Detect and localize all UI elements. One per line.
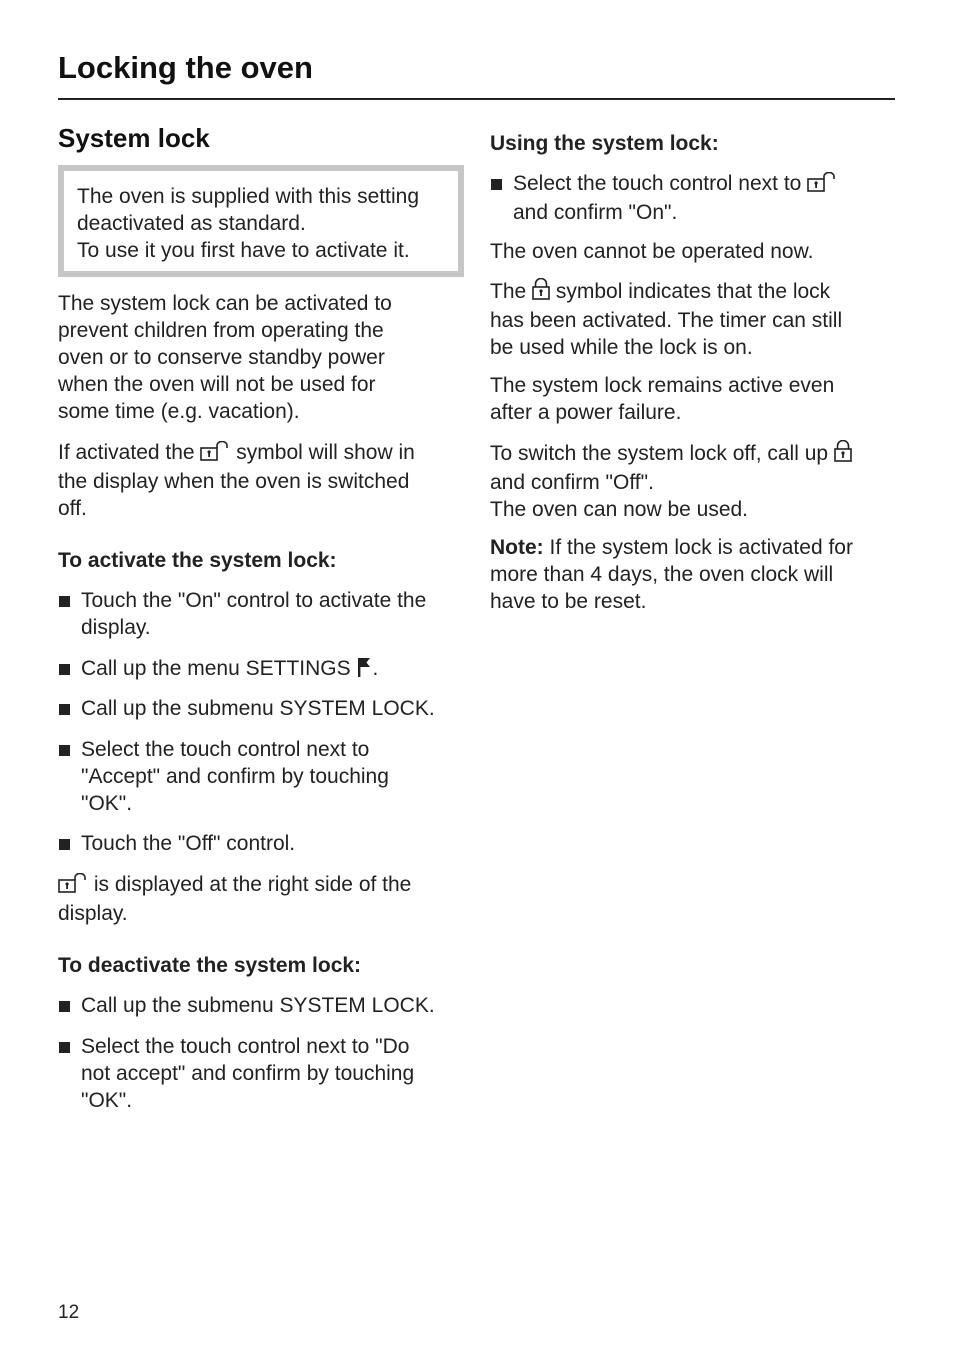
info-line: To use it you first have to activate it. xyxy=(77,239,410,262)
text-span: If activated the xyxy=(58,441,195,464)
text-span: Call up the menu SETTINGS xyxy=(81,657,351,680)
activated-paragraph xyxy=(58,439,468,522)
list-item xyxy=(58,655,468,684)
deactivate-heading: To deactivate the system lock: xyxy=(58,954,362,977)
text-span: The xyxy=(490,280,527,303)
note-paragraph xyxy=(490,534,900,615)
bullet-square xyxy=(59,704,70,715)
list-item xyxy=(58,736,468,817)
text-line: oven or to conserve standby power xyxy=(58,346,385,369)
text-line: off. xyxy=(58,497,87,520)
text-line: Select the touch control next to "Do xyxy=(81,1035,410,1058)
list-item xyxy=(58,587,468,641)
text-line: after a power failure. xyxy=(490,401,682,424)
text-span: If the system lock is activated for xyxy=(549,536,853,559)
text-line: prevent children from operating the xyxy=(58,319,384,342)
text-span: Select the touch control next to xyxy=(513,172,802,195)
padlock-closed-icon xyxy=(532,278,550,307)
text-span: . xyxy=(372,657,379,680)
text-span: is displayed at the right side of the xyxy=(93,873,412,896)
flag-icon xyxy=(356,657,372,684)
bullet-square xyxy=(59,664,70,675)
note-label: Note: xyxy=(490,536,544,559)
activate-heading: To activate the system lock: xyxy=(58,549,337,572)
title-rule xyxy=(58,98,895,100)
using-heading: Using the system lock: xyxy=(490,132,719,155)
list-item xyxy=(58,830,468,857)
bullet-square xyxy=(59,596,70,607)
text-line xyxy=(490,440,900,469)
list-item xyxy=(58,1033,468,1114)
text-line: The system lock remains active even xyxy=(490,374,835,397)
text-line: be used while the lock is on. xyxy=(490,336,753,359)
text-line xyxy=(81,655,468,684)
padlock-open-icon xyxy=(200,441,230,468)
text-line: the display when the oven is switched xyxy=(58,470,410,493)
text-line: some time (e.g. vacation). xyxy=(58,400,300,423)
page-title: Locking the oven xyxy=(58,50,313,85)
text-line: and confirm "Off". xyxy=(490,471,654,494)
text-line: display. xyxy=(81,616,151,639)
bullet-square xyxy=(59,1001,70,1012)
text-line: Call up the submenu SYSTEM LOCK. xyxy=(81,994,435,1017)
text-line: "OK". xyxy=(81,792,133,815)
cannot-paragraph: The oven cannot be operated now. xyxy=(490,240,814,263)
text-line: display. xyxy=(58,902,128,925)
text-line: when the oven will not be used for xyxy=(58,373,376,396)
list-item xyxy=(58,695,468,722)
bullet-square xyxy=(59,839,70,850)
text-line: Touch the "On" control to activate the xyxy=(81,589,427,612)
info-line: The oven is supplied with this setting xyxy=(77,185,420,208)
text-line: more than 4 days, the oven clock will xyxy=(490,563,834,586)
text-line xyxy=(490,534,900,561)
displayed-paragraph xyxy=(58,871,468,927)
padlock-closed-icon xyxy=(834,440,852,469)
intro-paragraph xyxy=(58,290,468,425)
bullet-square xyxy=(59,745,70,756)
text-line xyxy=(58,871,468,900)
text-line xyxy=(490,278,900,307)
info-box xyxy=(58,165,464,277)
info-line: deactivated as standard. xyxy=(77,212,306,235)
text-line xyxy=(513,170,900,199)
bullet-square xyxy=(59,1042,70,1053)
text-line: Call up the submenu SYSTEM LOCK. xyxy=(81,697,435,720)
list-item xyxy=(58,992,468,1019)
bullet-square xyxy=(491,179,502,190)
padlock-open-icon xyxy=(807,172,837,199)
text-line: The oven can now be used. xyxy=(490,498,749,521)
text-line: not accept" and confirm by touching xyxy=(81,1062,415,1085)
text-line: "OK". xyxy=(81,1089,133,1112)
list-item xyxy=(490,170,900,226)
remains-paragraph xyxy=(490,372,900,426)
text-line: Select the touch control next to xyxy=(81,738,370,761)
text-line xyxy=(58,439,468,468)
text-line: "Accept" and confirm by touching xyxy=(81,765,389,788)
text-line: and confirm "On". xyxy=(513,201,678,224)
text-line: The system lock can be activated to xyxy=(58,292,392,315)
page-number: 12 xyxy=(58,1302,80,1323)
text-line: have to be reset. xyxy=(490,590,647,613)
text-line: has been activated. The timer can still xyxy=(490,309,843,332)
text-span: symbol will show in xyxy=(236,441,415,464)
text-span: symbol indicates that the lock xyxy=(555,280,831,303)
padlock-open-icon xyxy=(58,873,88,900)
symbol-paragraph xyxy=(490,278,900,361)
text-line: Touch the "Off" control. xyxy=(81,832,296,855)
section-title: System lock xyxy=(58,123,210,153)
switch-off-paragraph xyxy=(490,440,900,523)
text-span: To switch the system lock off, call up xyxy=(490,442,829,465)
